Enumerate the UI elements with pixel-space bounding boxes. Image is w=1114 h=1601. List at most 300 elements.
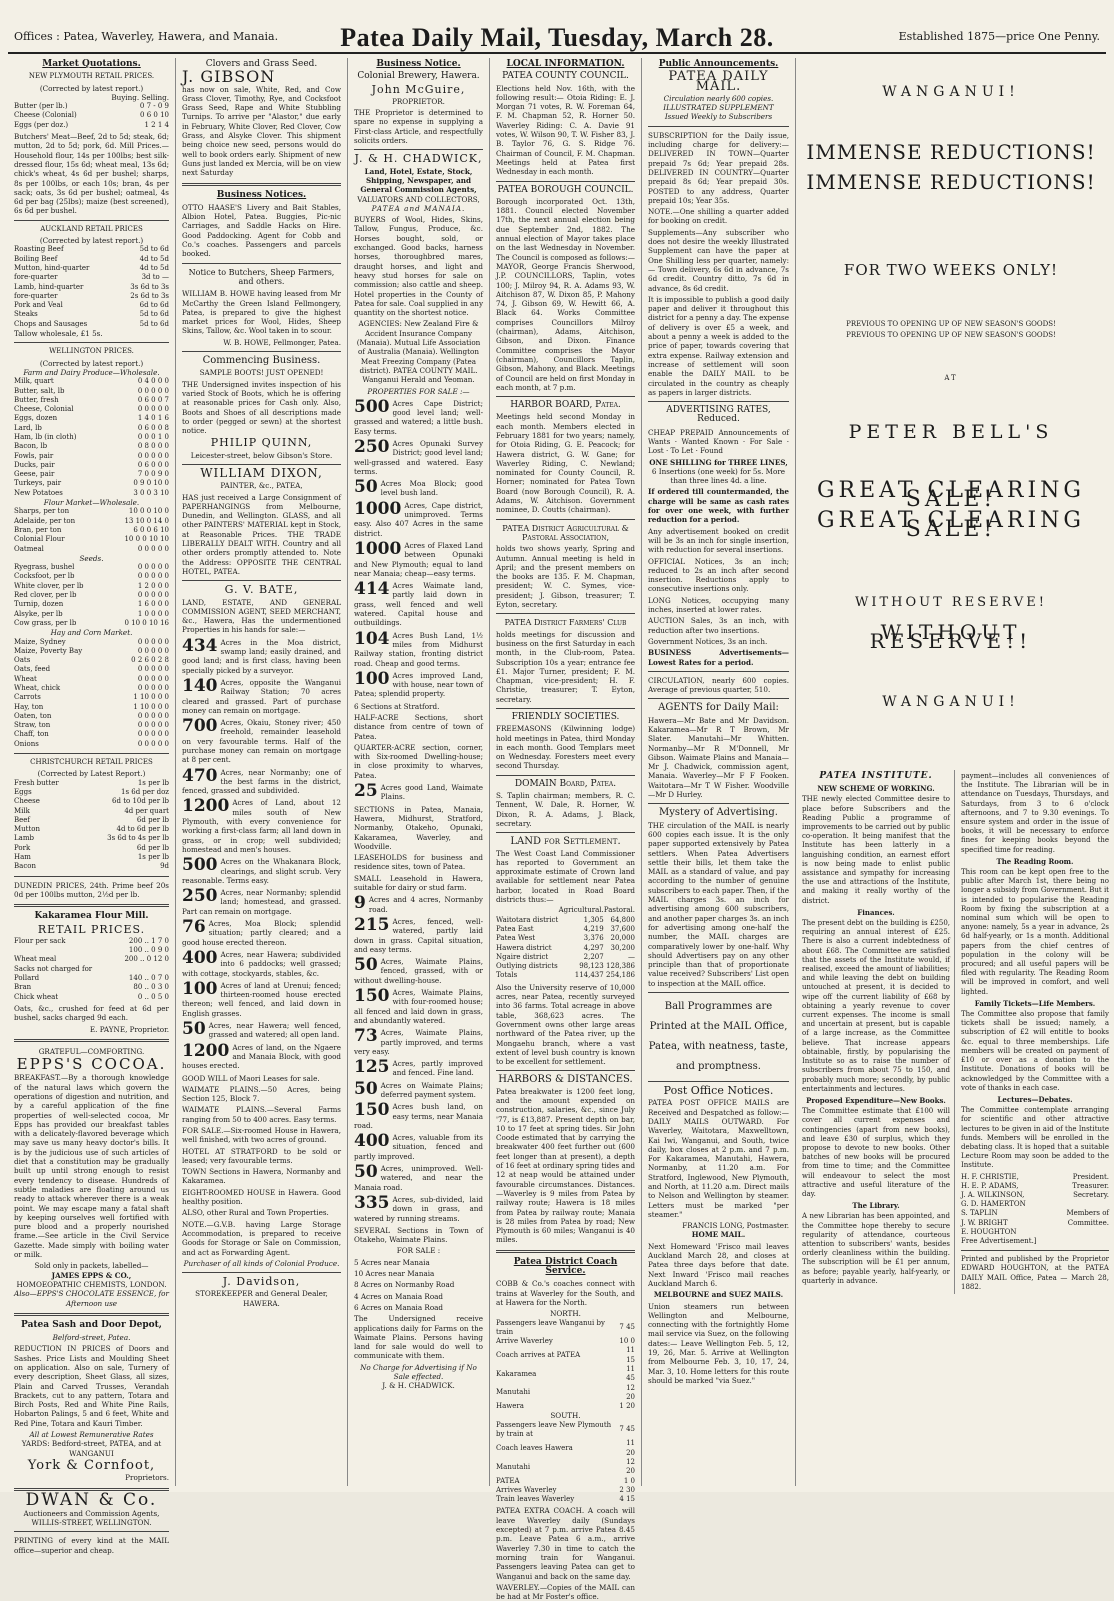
row-label: Pork: [14, 843, 31, 852]
property-description: Acres, Waimate Plains, with four-roomed house; all fenced and laid down in grass, and abundantly watered.: [354, 988, 483, 1025]
row-label: Ham, lb (in cloth): [14, 432, 77, 441]
property-listing: [354, 783, 483, 802]
ad-without-reserve-1: WITHOUT RESERVE!: [854, 595, 1048, 610]
row-value: 10 0 0 10 10: [124, 535, 169, 544]
row-label: Patea East: [496, 924, 534, 933]
property-description: Acres, partly improved and fenced. Fine land.: [392, 1059, 483, 1078]
farmers-heading: PATEA District Farmers' Club: [504, 618, 627, 628]
chadwick-properties: [354, 396, 484, 699]
coach-row: [496, 1495, 635, 1504]
price-row: [14, 834, 169, 843]
row-value: 254,186: [606, 971, 635, 980]
chadwick-properties-3: [354, 895, 483, 1223]
row-value: 0 0 0 0 0: [137, 637, 169, 646]
brewery-text: THE Proprietor is determined to spare no expense in supplying a First-class Article, and respectfully solicits orders.: [354, 108, 483, 146]
land-row: [496, 953, 635, 962]
row-value: 6 0 0 6 10: [133, 525, 169, 534]
row-label: Geese, pair: [14, 470, 55, 479]
finances-heading: Finances.: [857, 907, 895, 917]
row-value: 4d to 5d: [139, 254, 169, 263]
price-row: [14, 245, 169, 254]
row-label: [496, 906, 558, 915]
small-ad: GOOD WILL of Maori Leases for sale.: [182, 1073, 320, 1083]
price-row: [14, 396, 169, 405]
row-label: Wheat: [14, 674, 37, 683]
ad-wanganui-bottom: WANGANUI!: [882, 694, 1020, 710]
officer-row: [961, 1209, 1109, 1218]
offices-line: Offices : Patea, Waverley, Hawera, and Manaia.: [14, 30, 279, 43]
seeds-table: [14, 563, 169, 628]
friendly-heading: FRIENDLY SOCIETIES.: [511, 712, 620, 722]
well-sub: (Corrected by latest report.): [39, 358, 144, 368]
row-value: 10 0 0 10 0: [128, 507, 169, 516]
ordered-text: If ordered till countermanded, the charge will be same as cash rates for over one week, with further reduction for a period.: [648, 487, 789, 525]
row-value: 3s 6d to 4s per lb: [107, 834, 169, 843]
retail-table: [14, 937, 169, 1002]
row-value: 0 2 6 0 2 8: [131, 656, 169, 665]
row-value: 0 6 0 0 8: [137, 423, 169, 432]
row-label: Eggs: [14, 787, 32, 796]
row-value: 4,297: [583, 943, 604, 952]
chadwick-sig: J. & H. CHADWICK.: [382, 1381, 455, 1391]
flour-table: [14, 507, 169, 553]
land-row: [496, 971, 635, 980]
bate-note: NOTE.—G.V.B. having Large Storage Accommodation, is prepared to receive Goods for Storage or Sale on Commission, and act as Forwarding Agent.: [182, 1219, 341, 1257]
ch-table: [14, 779, 169, 872]
property-description: Acres, unimproved. Well-watered, and near the Manaia road.: [354, 1164, 483, 1192]
row-value: 0 0 0 0 0: [137, 730, 169, 739]
property-acres: 434: [182, 635, 218, 656]
price-row: [14, 712, 169, 721]
farmers-text: holds meetings for discussion and business on the first Saturday in each month, in the Club-room, Patea. Subscription 10s a year; entrance fee £1. Major Turner, president; F. M. Chapman, vice-president; H. F. Christie, treasurer; T. Eyton, secretary.: [496, 629, 635, 704]
property-listing: [354, 396, 483, 436]
row-label: Train leaves Waverley: [496, 1495, 575, 1504]
epps-firm2: HOMOEOPATHIC CHEMISTS, LONDON.: [16, 1279, 167, 1289]
price-row: [14, 619, 169, 628]
mail-illustrated: ILLUSTRATED SUPPLEMENT: [663, 103, 774, 113]
ad-previous-2: PREVIOUS TO OPENING UP OF NEW SEASON'S GOODS!: [846, 331, 1056, 339]
auction-text: AUCTION Sales, 3s an inch, with reduction after two insertions.: [648, 616, 789, 635]
listing-line: SECTIONS in Patea, Manaia, Hawera, Midhurst, Stratford, Normanby, Otakeho, Opunaki, Kakaramea, Waverley, and Woodville.: [354, 804, 483, 851]
row-label: Lamb, hind-quarter: [14, 282, 84, 291]
york-cornfoot: York & Cornfoot,: [27, 1457, 156, 1473]
proposed-text: The Committee estimate that £100 will cover all current expenses and contingencies (apart from new books), and leave £30 of surplus, which they propose to devote to new books. Other batches of new books will be procured from time to time; and the Committee will endeavour to select the most attractive and useful literature of the day.: [802, 1107, 950, 1198]
coach-row: [496, 1346, 635, 1365]
property-acres: 1000: [354, 538, 402, 559]
price-row: [14, 442, 169, 451]
coach-row: [496, 1384, 635, 1403]
price-row: [14, 862, 169, 871]
advertising-heading: ADVERTISING RATES, Reduced.: [666, 405, 771, 425]
price-row: [14, 507, 169, 516]
institute-col-2: [954, 770, 1109, 1294]
library-text: A new Librarian has been appointed, and the Committee hope thereby to secure regularity of attendance, courteous attention to subscribers' wants, besides orderly cleanliness within the building. The subscription will be £1 per annum, as before; payable yearly, half-yearly, or quarterly in advance.: [802, 1212, 950, 1285]
established-line: Established 1875—price One Penny.: [898, 30, 1100, 43]
column-business-1: [176, 58, 348, 1486]
coach-row: [496, 1365, 635, 1384]
row-label: Butter (per lb.): [14, 102, 68, 111]
row-value: 10 0: [619, 1337, 635, 1346]
listing-line: QUARTER-ACRE section, corner, with Six-roomed Dwelling-house; in close proximity to wharves, Patea.: [354, 742, 483, 780]
chadwick-sub3: PATEA and MANAIA.: [371, 203, 466, 213]
price-row: [14, 693, 169, 702]
row-value: 0 0 0 0 0: [137, 721, 169, 730]
property-description: Acres Moa Block; good level bush land.: [380, 479, 483, 498]
land-text: The West Coast Land Commissioner has reported to Government an approximate estimate of Crown land available for settlement near Patea harbor, located in Road Board districts thus:—: [496, 848, 635, 905]
price-row: [14, 946, 169, 955]
price-row: [14, 665, 169, 674]
hay-table: [14, 638, 169, 750]
row-value: 1 0: [623, 1476, 635, 1485]
np-sub: (Corrected by latest report.): [39, 83, 144, 93]
row-value: 0 6 0 10: [140, 111, 169, 120]
printing-note: PRINTING of every kind at the MAIL office—superior and cheap.: [14, 1536, 169, 1555]
row-value: 0 4 0 0 0: [137, 377, 169, 386]
property-listing: [182, 978, 341, 1018]
chadwick-nocharge: No Charge for Advertising if No Sale effected.: [360, 1362, 477, 1381]
row-value: 128,386: [606, 962, 635, 971]
row-label: Oats: [14, 656, 31, 665]
kakaramea-heading: Kakaramea Flour Mill.: [34, 911, 149, 922]
np-heading: NEW PLYMOUTH RETAIL PRICES.: [28, 72, 155, 81]
price-row: [14, 779, 169, 788]
row-value: 12 20: [626, 1383, 635, 1401]
forsale-item: 10 Acres near Manaia: [354, 1269, 435, 1279]
column-business-2: [348, 58, 490, 1486]
row-label: Maize, Poverty Bay: [14, 646, 83, 655]
dixon-name: WILLIAM DIXON,: [200, 465, 323, 480]
property-description: Acres on the Whakanara Block, clearings, and slight scrub. Very reasonable. Terms easy.: [182, 857, 341, 885]
property-listing: [354, 1059, 483, 1078]
row-value: 9d: [160, 862, 169, 871]
property-listing: [354, 1164, 483, 1192]
property-acres: 9: [354, 893, 366, 914]
property-description: Acres improved Land, with house, near town of Patea; splendid property.: [354, 670, 484, 699]
property-description: Acres of land, on the Ngaere and Manaia Block, with good houses erected.: [182, 1042, 341, 1071]
land-row: [496, 934, 635, 943]
coach-extra: PATEA EXTRA COACH. A coach will leave Waverley daily (Sundays excepted) at 7 p.m. arrive Patea 8.45 p.m. Leave Patea 6 a.m., arrive Waverley 7.30 in time to catch the morning train for Wanganui. Passengers leaving Patea can get to Wanganui and back on the same day.: [496, 1506, 635, 1581]
officers-table: [961, 1173, 1109, 1237]
small-ad: HOTEL AT STRATFORD to be sold or leased; very favourable terms.: [182, 1146, 341, 1165]
row-value: 2 30: [619, 1485, 635, 1494]
ch-heading: CHRISTCHURCH RETAIL PRICES: [30, 758, 153, 767]
coach-row: [496, 1421, 635, 1440]
ad-immense-2: IMMENSE REDUCTIONS!: [806, 170, 1096, 194]
row-value: 200 .. 1 7 0: [128, 936, 169, 945]
sash-yards: YARDS: Bedford-street, PATEA, and at WANGANUI: [21, 1439, 162, 1458]
price-row: [14, 684, 169, 693]
row-value: 0 0 0 0 0: [137, 711, 169, 720]
listing-line: 6 Sections at Stratford.: [354, 701, 440, 711]
land-row: [496, 944, 635, 953]
row-label: Cocksfoot, per lb: [14, 572, 75, 581]
row-label: Bacon: [14, 862, 36, 871]
coach-row: [496, 1402, 635, 1411]
home-mail-heading: HOME MAIL.: [691, 1230, 746, 1240]
row-value: 20,000: [610, 934, 635, 943]
row-value: 1 10 0 0 0: [133, 693, 169, 702]
row-label: Flour per sack: [14, 936, 66, 945]
property-acres: 500: [354, 396, 390, 417]
officer-row: [961, 1182, 1109, 1191]
property-listing: [354, 957, 483, 985]
row-value: 4d to 6d per lb: [116, 825, 169, 834]
row-label: Red clover, per lb: [14, 591, 77, 600]
row-label: Roasting Beef: [14, 245, 64, 254]
property-acres: 50: [182, 1019, 206, 1040]
property-description: Acres Waimate land, partly laid down in grass, well fenced and well watered. Capital house and outbuildings.: [354, 581, 483, 628]
row-label: Lamb: [14, 834, 34, 843]
row-label: [14, 946, 113, 955]
row-label: fore-quarter: [14, 291, 58, 300]
forsale-item: 8 Acres on Normanby Road: [354, 1280, 455, 1290]
price-row: [14, 320, 169, 329]
row-value: 5d to 6d: [139, 319, 169, 328]
row-value: 6d to 6d: [139, 301, 169, 310]
row-value: 5d to 6d: [139, 245, 169, 254]
domain-text: S. Taplin chairman; members, R. C. Tennent, W. Dale, R. Horner, W. Dixon, R. A. Adams, J. Black, secretary.: [496, 791, 635, 828]
row-value: 0 6 0 0 0: [137, 460, 169, 469]
well-farm: Farm and Dairy Produce—Wholesale.: [23, 367, 160, 377]
chadwick-agencies: AGENCIES: New Zealand Fire & Accident Insurance Company (Manaia). Mutual Life Association of Australia (Manaia). Wellington Meat Freezing Company (Patea district). PATEA COUNTY MAIL. Wanganui Herald and Yeoman.: [356, 319, 481, 385]
property-acres: 1200: [182, 796, 230, 817]
business-text: BUSINESS Advertisements—Lowest Rates for a period.: [648, 648, 789, 667]
property-description: Acres, fenced, well-watered, partly laid down in grass. Capital situation, and easy terms.: [354, 916, 483, 954]
reading-room-heading: The Reading Room.: [996, 856, 1074, 866]
forsale-list: [354, 1258, 483, 1312]
seeds-heading: Seeds.: [79, 553, 104, 563]
public-heading: Public Announcements.: [658, 59, 779, 69]
row-value: [1050, 1228, 1109, 1237]
ball-programmes: Ball Programmes are Printed at the MAIL Office, Patea, with neatness, taste, and promptness.: [648, 1001, 789, 1073]
row-label: Cheese (Colonial): [14, 111, 77, 120]
properties-heading: PROPERTIES FOR SALE :—: [367, 386, 470, 396]
chadwick-text: BUYERS of Wool, Hides, Skins, Tallow, Fungus, Produce, &c. Horses bought, sold, or exchanged. Good backs, harness horses, thoroughbred mares, draught horses, and light and heavy stud horses for sale on commission; also cattle and sheep. Hotel properties in the County of Patea for sale. Coal supplied in any quantity on the shortest notice.: [354, 215, 483, 318]
land-row: [496, 962, 635, 971]
row-label: Carrots: [14, 693, 41, 702]
row-label: Butter, fresh: [14, 395, 59, 404]
property-acres: 150: [354, 986, 390, 1007]
row-value: 0 9 0 10 0: [133, 479, 169, 488]
price-row: [14, 461, 169, 470]
row-value: Committee.: [1067, 1218, 1109, 1227]
price-row: [14, 675, 169, 684]
property-description: Acres, Okaiu, Stoney river; 450 freehold, remainder leasehold on very favourable terms. Half of the purchase money can remain on mortgage at 8 per cent.: [182, 718, 341, 765]
ad-peter-bells: PETER BELL'S: [848, 421, 1054, 443]
row-label: Chick wheat: [14, 992, 59, 1001]
property-description: Acres of land at Urenui; fenced; thirteen-roomed house erected thereon; well fenced, and laid down in English grasses.: [182, 980, 341, 1018]
home-mail-text: Next Homeward 'Frisco mail leaves Auckland March 28, and closes at Patea three days before that date. Next Inward 'Frisco mail reaches Auckland March 6.: [648, 1241, 789, 1288]
mystery-text: THE circulation of the MAIL is nearly 600 copies each issue. It is the only paper supported extensively by Patea settlers. When Patea Advertisers settle their bills, let them take the MAIL as a standard of value, and pay according to the number of genuine subscribers to each paper. Then, if the MAIL charges 3s. an inch for advertising among 600 subscribers, and another paper charges 3s. an inch for advertising among one-half the number, the MAIL charges are comparatively lower by one-half. Why should Advertisers pay on any other principle than that of proportionate value received? Subscribers' List open to inspection at the MAIL office.: [648, 820, 789, 988]
price-row: [14, 405, 169, 414]
property-acres: 50: [354, 1162, 378, 1183]
chadwick-end: The Undersigned receive applications daily for Farms on the Waimate Plains. Persons having land for sale would do well to communicate with them.: [354, 1314, 483, 1361]
row-label: Manutahi: [496, 1388, 531, 1397]
newspaper-title: Patea Daily Mail, Tuesday, March 28.: [340, 23, 774, 52]
property-acres: 73: [354, 1026, 378, 1047]
row-value: 7 45: [619, 1323, 635, 1332]
row-value: 3d to —: [141, 273, 169, 282]
property-acres: 470: [182, 765, 218, 786]
coach-row: [496, 1337, 635, 1346]
row-value: 37,600: [610, 924, 635, 933]
row-value: 3,376: [583, 934, 604, 943]
price-row: [14, 656, 169, 665]
row-value: 0 0 0 0 0: [137, 451, 169, 460]
property-listing: [182, 919, 341, 947]
one-shilling-sub: 6 Insertions (one week) for 5s. More than three lines 4d. a line.: [651, 466, 786, 486]
price-row: [14, 452, 169, 461]
agents-text: Hawera—Mr Bate and Mr Davidson. Kakaramea—Mr R T Brown, Mr Slater. Manutahi—Mr Whitten. Normanby—Mr R M'Donnell, Mr Gibson. Waimate Plains and Manaia—Mr J. Chadwick, commission agent, Manaia. Waverley—Mr F F Fooken. Waitotara—Mr T W Fisher. Woodville—Mr D Hurley.: [648, 715, 789, 800]
property-listing: [354, 895, 483, 914]
property-description: Acres good Land, Waimate Plains.: [380, 783, 483, 802]
price-row: [14, 489, 169, 498]
property-listing: [182, 675, 341, 715]
row-label: Hawera district: [496, 943, 552, 952]
property-description: Acres, near Normanby; one of the best farms in the district, fenced, grassed and subdivided.: [182, 767, 341, 796]
row-value: 3s 6d to 3s: [130, 282, 169, 291]
row-value: 140 .. 0 7 0: [128, 974, 169, 983]
row-value: 3 0 0 3 10: [133, 488, 169, 497]
price-row: [14, 535, 169, 544]
property-description: Acres and 4 acres, Normanby road.: [368, 895, 483, 914]
row-label: Boiling Beef: [14, 254, 58, 263]
price-row: [14, 825, 169, 834]
row-value: 1 2 0 0 0: [137, 581, 169, 590]
row-label: E. HOUGHTON: [961, 1227, 1017, 1236]
row-label: PATEA: [496, 1476, 520, 1485]
row-label: Turkeys, pair: [14, 479, 62, 488]
row-label: Turnip, dozen: [14, 600, 64, 609]
dunedin-prices: DUNEDIN PRICES, 24th. Prime beef 20s 0d per 100lbs mutton, 2½d per lb.: [14, 880, 169, 899]
ch-sub: (Corrected by Latest Report.): [37, 769, 146, 779]
row-value: 13 10 0 14 0: [124, 516, 169, 525]
chadwick-properties-2: [354, 783, 483, 802]
property-listing: [182, 765, 341, 796]
officer-row: [961, 1219, 1109, 1228]
brewery-name: John McGuire,: [371, 82, 466, 96]
ad-immense-1: IMMENSE REDUCTIONS!: [806, 140, 1096, 164]
row-value: 7 0 0 9 0: [137, 470, 169, 479]
price-row: [14, 993, 169, 1002]
row-label: Ducks, pair: [14, 460, 55, 469]
well-heading: WELLINGTON PRICES.: [49, 347, 134, 356]
row-value: 80 .. 0 3 0: [133, 983, 169, 992]
row-value: Members of: [1066, 1209, 1109, 1218]
row-value: 0 0 0 0 0: [137, 591, 169, 600]
property-description: Acres of Flaxed Land between Opunaki and New Plymouth; equal to land near Manaia; cheap—easy terms.: [354, 540, 483, 578]
free-advertisement: Free Advertisement.]: [961, 1236, 1037, 1245]
borough-heading: PATEA BOROUGH COUNCIL.: [497, 184, 634, 195]
county-text: Elections held Nov. 16th, with the following result:— Otoia Riding: E. J. Morgan 71 votes, R. W. Foreman 64, F. M. Chapman 52, R. Horner 50. Waverley Riding: C. A. Davie 91 votes, W. Wilson 90, T. W. Fisher 83, J. B. Taylor 76, G. S. Ridge 76. Chairman of Council, F. M. Chapman. Meetings held at Patea first Wednesday in each month.: [496, 83, 635, 177]
property-description: Acres, Waimate Plains, partly improved, and terms very easy.: [354, 1028, 483, 1056]
institute-text: THE newly elected Committee desire to place before Subscribers and the Reading Public a programme of improvements to be carried out by public co-operation. It being manifest that the Institute has been latterly in a languishing condition, an earnest effort is now being made to enlist public assistance and sympathy for increasing the use and attractions of the Institute, and making it really worthy of the district.: [802, 795, 950, 905]
row-value: 98,123: [579, 962, 604, 971]
price-row: [14, 853, 169, 862]
row-value: 1,305: [583, 915, 604, 924]
row-value: 4d per quart: [124, 806, 169, 815]
row-label: Bacon, lb: [14, 442, 48, 451]
property-listing: [182, 1040, 341, 1071]
row-label: Oats, feed: [14, 665, 51, 674]
lectures-heading: Lectures—Debates.: [997, 1094, 1073, 1104]
row-label: J. W. BRIGHT: [961, 1218, 1008, 1227]
row-value: Pastoral.: [603, 906, 635, 915]
price-row: [14, 102, 169, 111]
row-value: 1 2 1 4: [144, 120, 169, 129]
chadwick-lines: [354, 702, 483, 780]
post-office-heading: Post Office Notices.: [663, 1084, 774, 1098]
row-label: Chops and Sausages: [14, 319, 88, 328]
mystery-heading: Mystery of Advertising.: [658, 807, 778, 819]
chadwick-sub2: VALUATORS AND COLLECTORS,: [357, 194, 480, 204]
ad-without-reserve-2: WITHOUT RESERVE!!: [869, 620, 1033, 654]
price-row: [14, 703, 169, 712]
land-table: [496, 906, 635, 980]
row-value: 12 20: [626, 1457, 635, 1476]
small-ad: EIGHT-ROOMED HOUSE in Hawera. Good healthy position.: [182, 1187, 341, 1207]
small-ad: WAIMATE PLAINS.—Several Farms ranging from 50 to 400 acres. Easy terms.: [182, 1105, 341, 1124]
property-listing: [354, 628, 483, 668]
property-description: Acres Bush Land, 1½ miles from Midhurst Railway station, fronting district road. Cheap and good terms.: [354, 630, 483, 668]
coach-north: NORTH.: [550, 1309, 581, 1319]
row-label: Ryegrass, bushel: [14, 563, 75, 572]
row-label: Bran: [14, 983, 32, 992]
brewery-prop: PROPRIETOR.: [392, 96, 445, 106]
property-acres: 50: [354, 1078, 378, 1099]
price-row: [14, 816, 169, 825]
row-value: 11 15: [626, 1346, 635, 1364]
sash-text: REDUCTION IN PRICES of Doors and Sashes. Price Lists and Moulding Sheet on application. Also on sale, Turnery of every description, Sheet Glass, all sizes, Plain and Carved Trusses, Verandah Brackets, cut to any pattern, Totara and Birch Posts, Red and White Pine Rails, Hobarton Palings, 5 and 6 feet, White and Red Pine, Totara and Kauri Timber.: [14, 1344, 169, 1428]
property-listing: [182, 798, 341, 854]
row-label: Bran, per ton: [14, 525, 62, 534]
price-row: [14, 591, 169, 600]
property-acres: 100: [354, 668, 390, 689]
row-value: 0 0 0 0 0: [137, 665, 169, 674]
price-row: [14, 740, 169, 749]
row-label: Cow grass, per lb: [14, 618, 77, 627]
price-row: [14, 470, 169, 479]
row-label: Maize, Sydney: [14, 637, 66, 646]
county-heading: PATEA COUNTY COUNCIL.: [502, 71, 629, 82]
family-heading: Family Tickets—Life Members.: [974, 998, 1096, 1008]
retail-note: Oats, &c., crushed for feed at 6d per bushel, sacks charged 9d each.: [14, 1003, 169, 1023]
epps-firm: JAMES EPPS & CO.,: [51, 1270, 132, 1280]
institute-sub: NEW SCHEME OF WORKING.: [817, 784, 935, 794]
coach-row: [496, 1439, 635, 1458]
quinn-addr: Leicester-street, below Gibson's Store.: [190, 450, 333, 460]
business-notices-heading: Business Notices.: [216, 189, 307, 200]
row-label: Sacks not charged for: [14, 964, 93, 973]
howe-heading: Notice to Butchers, Sheep Farmers, and others.: [188, 267, 335, 286]
price-row: [14, 797, 169, 806]
cheap-prepaid: CHEAP PREPAID Announcements of Wants · Wanted Known · For Sale · Lost · To Let · Found: [648, 427, 789, 456]
property-acres: 50: [354, 477, 378, 498]
property-description: Acres, opposite the Wanganui Railway Station; 70 acres cleared and grassed. Part of purchase money can remain on mortgage.: [182, 677, 341, 715]
property-acres: 215: [354, 914, 390, 935]
row-label: Outlying districts: [496, 962, 558, 971]
row-label: Milk, quart: [14, 377, 54, 386]
property-acres: 1000: [354, 498, 402, 519]
one-shilling: ONE SHILLING for THREE LINES,: [649, 457, 788, 467]
sash-sub: Belford-street, Patea.: [52, 1333, 131, 1343]
row-label: Mutton: [14, 825, 41, 834]
listing-line: LEASEHOLDS for business and residence sites, town of Patea.: [354, 853, 483, 872]
row-label: Wheat meal: [14, 955, 57, 964]
gibson-text: has now on sale, White, Red, and Cow Grass Clover, Timothy, Rye, and Cocksfoot Grass Seed, Rape and White Stubbling Turnips. To arrive per "Alastor," due early in February, White Clover, Red Clover, Cow Grass, and Alsyke Clover. This shipment being choice new seed, persons would do well to book orders early. Shipment of new Guns just landed ex Mercia, will be on view next Saturday: [182, 84, 341, 178]
column-market: [8, 58, 176, 1555]
haase-ad: OTTO HAASE'S Livery and Bait Stables, Albion Hotel, Patea. Buggies, Pic-nic Carriages, and Saddle Hacks on Hire. Good Paddocking. Agent for Cobb and Co.'s coaches. Passengers and parcels booked.: [182, 202, 341, 259]
